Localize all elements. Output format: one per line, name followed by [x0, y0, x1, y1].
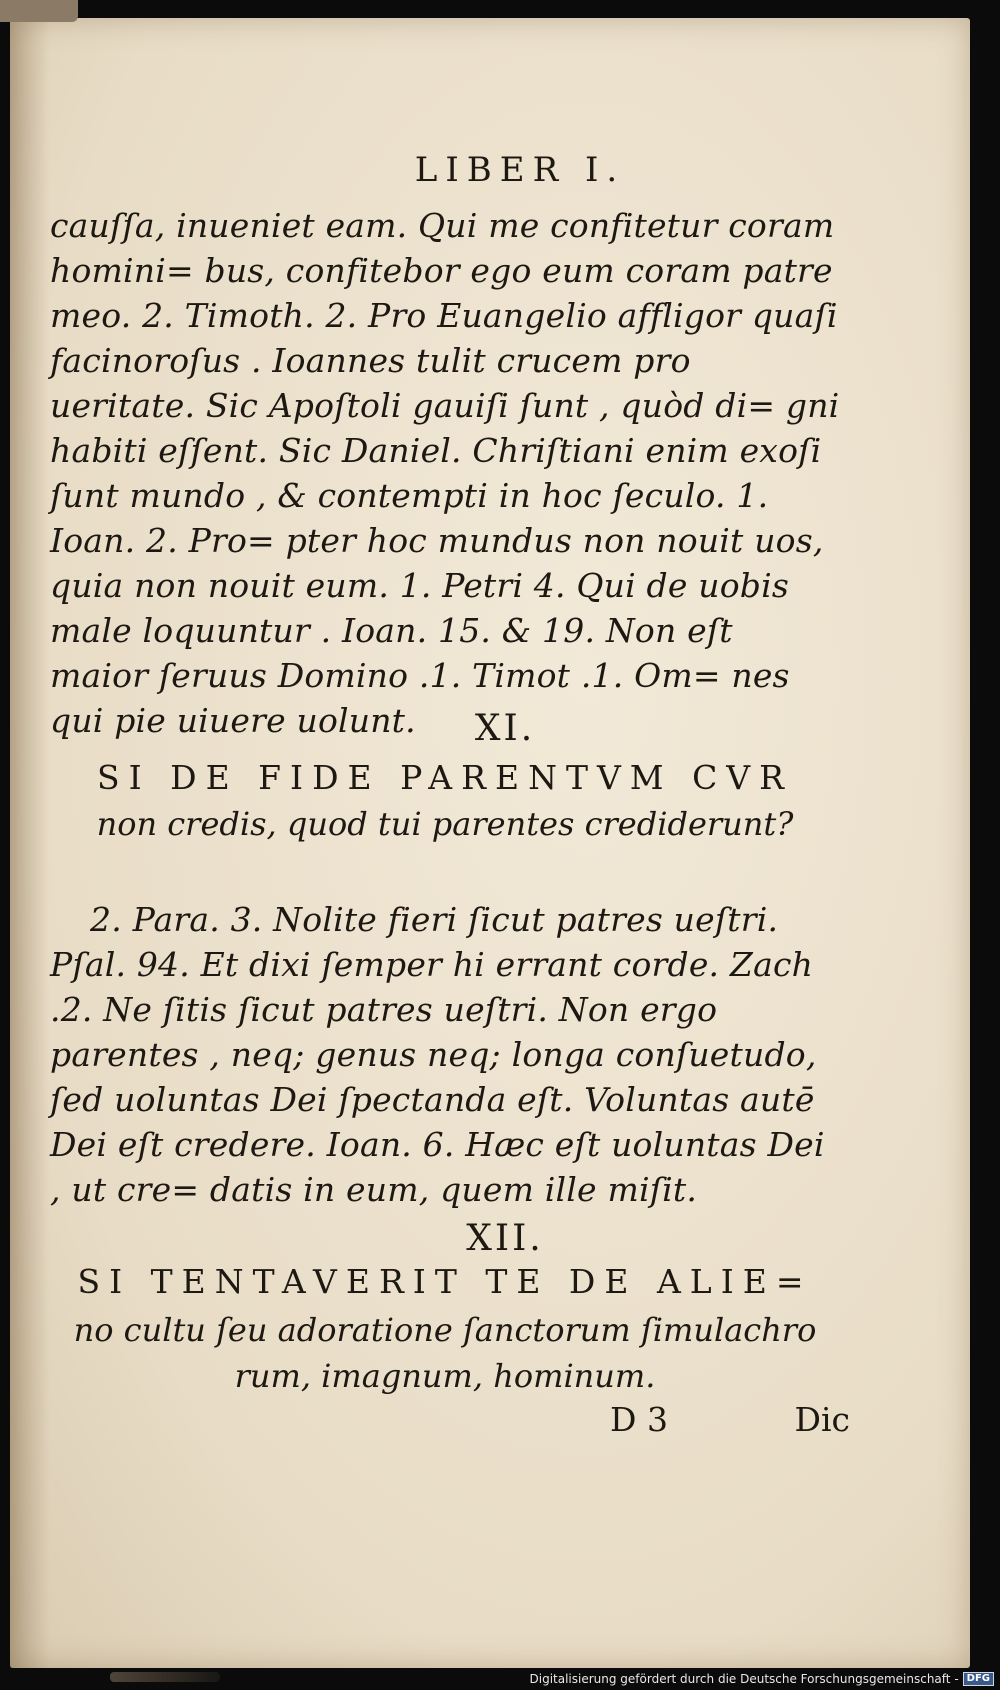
section-11-number: XI.: [474, 708, 536, 749]
page-footer-marks: [610, 1400, 850, 1439]
page-edge-tab: [0, 0, 78, 22]
section-11-subheading: non credis, quod tui parentes crediderunt?: [96, 805, 794, 843]
page-binding-shadow: [10, 18, 50, 1668]
digitization-credit: [530, 1672, 995, 1686]
credit-text: Digitalisierung gefördert durch die Deutsche Forschungsgemeinschaft -: [529, 1672, 959, 1686]
section-12-number: XII.: [466, 1218, 544, 1259]
section-12-heading: SI TENTAVERIT TE DE ALIE=: [77, 1262, 813, 1301]
section-11-heading: SI DE FIDE PARENTVM CVR: [96, 758, 793, 797]
signature-mark: D 3: [610, 1400, 668, 1439]
section-12-subheading-line-2: rum, imagnum, hominum.: [234, 1357, 656, 1395]
catchword: Dic: [794, 1400, 850, 1439]
bleed-through-mark: [110, 1672, 220, 1682]
running-header: LIBER I.: [414, 150, 626, 190]
paragraph-1: cauſſa, inueniet eam. Qui me confitetur coram homini= bus, confitebor ego eum coram patre meo. 2. Timoth. 2. Pro Euangelio affligor quaſi facinoroſus . Ioannes tulit crucem pro ueritate. Sic Apoſtoli gauiſi ſunt , quòd di= gni habiti eſſent. Sic Daniel. Chriſtiani enim exoſi ſunt mundo , & contempti in hoc ſeculo. 1. Ioan. 2. Pro= pter hoc mundus non nouit uos, quia non nouit eum. 1. Petri 4. Qui de uobis male loquuntur . Ioan. 15. & 19. Non eſt maior ſeruus Domino .1. Timot .1. Om= nes qui pie uiuere uolunt.: [50, 206, 840, 740]
section-12-subheading-line-1: no cultu ſeu adoratione ſanctorum ſimulachro: [73, 1311, 817, 1349]
dfg-logo: DFG: [963, 1672, 994, 1686]
paragraph-2: 2. Para. 3. Nolite fieri ſicut patres ueſtri. Pſal. 94. Et dixi ſemper hi errant corde. Zach .2. Ne ſitis ſicut patres ueſtri. Non ergo parentes , neq; genus neq; longa conſuetudo, ſed uoluntas Dei ſpectanda eſt. Voluntas autē Dei eſt credere. Ioan. 6. Hæc eſt uoluntas Dei , ut cre= datis in eum, quem ille miſit.: [50, 900, 825, 1209]
